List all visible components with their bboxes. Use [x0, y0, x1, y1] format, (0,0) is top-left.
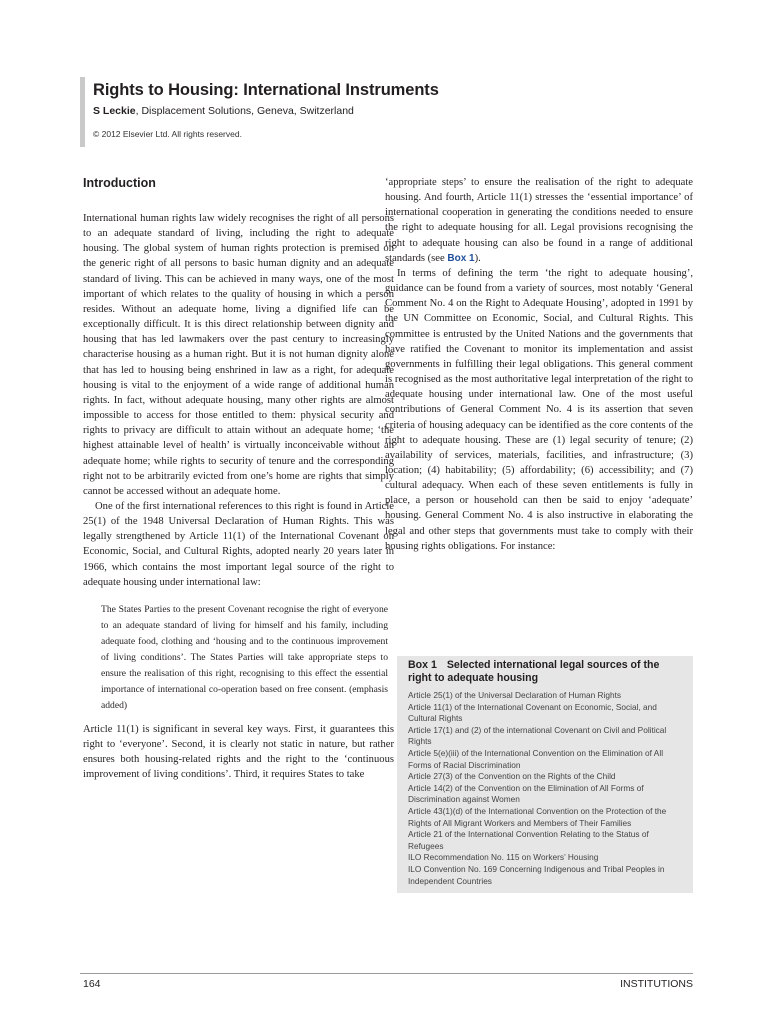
- right-paragraph-1-end: ).: [474, 252, 481, 264]
- left-column: [83, 175, 394, 783]
- box-item: Article 27(3) of the Convention on the Rights of the Child: [408, 771, 616, 782]
- article-header: [80, 77, 640, 147]
- box-item: Article 25(1) of the Universal Declaration of Human Rights: [408, 690, 622, 700]
- author-affiliation: , Displacement Solutions, Geneva, Switzerland: [135, 105, 354, 117]
- box-item: Article 14(2) of the Convention on the Elimination of All Forms of Discrimination against Women: [408, 782, 644, 805]
- copyright-notice: © 2012 Elsevier Ltd. All rights reserved.: [93, 129, 242, 139]
- box-item: Article 5(e)(iii) of the International Convention on the Elimination of All Forms of Racial Discrimination: [408, 747, 664, 770]
- right-paragraph-1: [385, 175, 693, 266]
- article-title: Rights to Housing: International Instruments: [93, 81, 439, 99]
- box-item: ILO Recommendation No. 115 on Workers’ Housing: [408, 852, 599, 863]
- page-number: 164: [83, 978, 101, 990]
- section-heading: Introduction: [83, 176, 156, 190]
- footer-divider: [80, 973, 693, 974]
- box-item: ILO Convention No. 169 Concerning Indigenous and Tribal Peoples in Independent Countries: [408, 863, 665, 886]
- box-title: [408, 659, 685, 685]
- covenant-quote: The States Parties to the present Covenant recognise the right of everyone to an adequate standard of living for himself and his family, including adequate food, clothing and ‘housing and to the continuous improvement of living conditions’. The States Parties will take appropriate steps to ensure the realisation of this right, recognising to this effect the essential importance of international co-operation based on free consent. (emphasis added): [101, 603, 388, 711]
- box-item: Article 43(1)(d) of the International Convention on the Protection of the Rights of All Migrant Workers and Members of Their Families: [408, 805, 667, 828]
- box-item: Article 21 of the International Convention Relating to the Status of Refugees: [408, 829, 649, 851]
- box-1-link[interactable]: Box 1: [447, 252, 475, 264]
- box-title-text: Selected international legal sources of the right to adequate housing: [408, 659, 660, 684]
- intro-paragraph-1: International human rights law widely recognises the right of all persons to an adequate standard of living, including the right to adequate housing. The global system of human rights protection is premised on the generic right of all persons to basic human dignity and an adequate standard of living. This can be achieved in many ways, one of the most important of which relates to the quality of housing in which a person resides. Without an adequate home, living a dignified life can be exceptionally difficult. It is this direct relationship between dignity and housing that has led lawmakers over the past century to increasingly characterise housing as a human right. But it is not human dignity alone that has led to housing being enshrined in law as a right, for adequate housing is vital to the enjoyment of a wide range of additional human rights. In fact, without adequate housing, many other rights are almost impossible to access for those entitled to them: physical security and rights to privacy are difficult to attain without an adequate home; ‘the highest attainable level of health’ is virtually inconceivable without an adequate home; while rights to security of tenure and the corresponding right not to be arbitrarily evicted from one’s home are rights that simply cannot be accessed without an adequate home.: [83, 213, 394, 497]
- footer-section-name: INSTITUTIONS: [620, 978, 693, 990]
- right-column: [385, 175, 693, 554]
- box-label: Box 1: [408, 659, 437, 671]
- author-name: S Leckie: [93, 105, 136, 117]
- intro-paragraph-2: One of the first international references to this right is found in Article 25(1) of the 1948 Universal Declaration of Human Rights. This was legally strengthened by Article 11(1) of the International Covenant on Economic, Social, and Cultural Rights, adopted nearly 20 years later in 1966, which contains the most important legal source of the right to adequate housing under international law:: [83, 500, 394, 588]
- box-item: Article 17(1) and (2) of the international Covenant on Civil and Political Rights: [408, 724, 667, 747]
- right-paragraph-1-text: ‘appropriate steps’ to ensure the realisation of the right to adequate housing. And fourth, Article 11(1) stresses the ‘essential importance’ of international cooperation in generating the conditions needed to ensure the right to adequate housing for all. Legal provisions recognising the right to adequate housing can also be found in a range of additional standards (see: [385, 177, 693, 264]
- box-item: Article 11(1) of the International Covenant on Economic, Social, and Cultural Rights: [408, 701, 657, 724]
- box-1: [397, 656, 693, 893]
- intro-paragraph-3: Article 11(1) is significant in several key ways. First, it guarantees this right to ‘everyone’. Second, it is clearly not static in nature, but rather ensures both housing-related rights and the right to the ‘continuous improvement of living conditions’. Third, it requires States to take: [83, 723, 394, 781]
- right-paragraph-2: In terms of defining the term ‘the right to adequate housing’, guidance can be found from a variety of sources, most notably ‘General Comment No. 4 on the Right to Adequate Housing’, adopted in 1991 by the UN Committee on Economic, Social, and Cultural Rights. This committee is entrusted by the United Nations and the governments that have ratified the Covenant to monitor its implementation and assist governments in fulfilling their legal obligations. This general comment is recognised as the most authoritative legal interpretation of the right to adequate housing under international law. One of the most useful contributions of General Comment No. 4 is its assertion that seven criteria of housing adequacy can be identified as the core contents of the right to adequate housing. These are (1) legal security of tenure; (2) availability of services, materials, facilities, and infrastructure; (3) location; (4) habitability; (5) affordability; (6) accessibility; and (7) cultural adequacy. When each of these seven entitlements is fully in place, a person or household can then be said to enjoy ‘adequate’ housing. General Comment No. 4 is also instructive in elaborating the legal and other steps that governments must take to comply with their housing rights obligations. For instance:: [385, 267, 693, 552]
- author-line: [93, 105, 640, 117]
